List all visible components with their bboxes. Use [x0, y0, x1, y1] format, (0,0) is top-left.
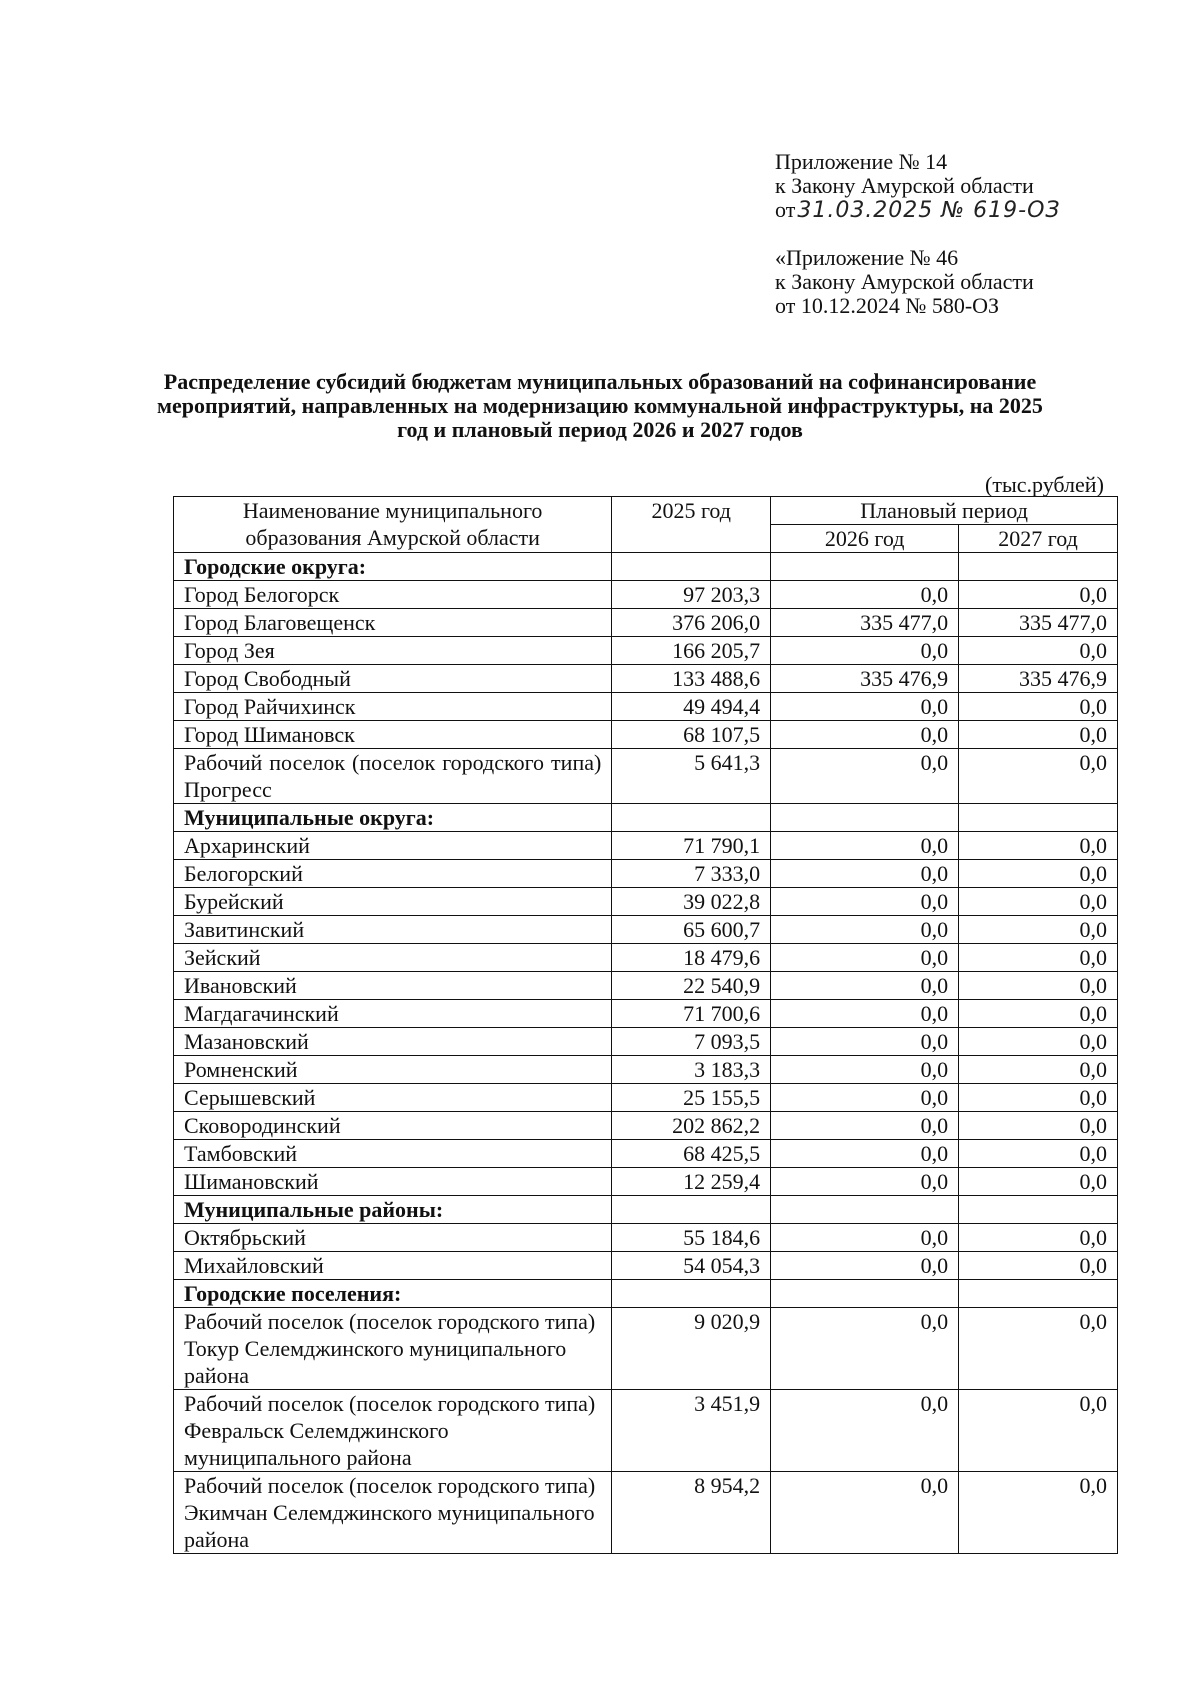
value-2027: 0,0	[959, 860, 1118, 888]
value-2025: 3 183,3	[612, 1056, 771, 1084]
table-row	[174, 721, 1118, 749]
value-2026: 0,0	[771, 972, 959, 1000]
value-2027: 0,0	[959, 721, 1118, 749]
value-2026: 0,0	[771, 916, 959, 944]
value-2027: 0,0	[959, 972, 1118, 1000]
value-2025: 54 054,3	[612, 1252, 771, 1280]
value-2026: 0,0	[771, 1112, 959, 1140]
value-2025: 7 333,0	[612, 860, 771, 888]
original-appendix-header	[775, 246, 1034, 318]
municipality-name: Город Зея	[174, 637, 612, 665]
value-2027: 0,0	[959, 1308, 1118, 1390]
value-2026: 335 476,9	[771, 665, 959, 693]
value-2026	[771, 553, 959, 581]
value-2027: 0,0	[959, 1252, 1118, 1280]
value-2027: 0,0	[959, 581, 1118, 609]
value-2027: 0,0	[959, 749, 1118, 804]
value-2027: 0,0	[959, 1056, 1118, 1084]
value-2027: 335 476,9	[959, 665, 1118, 693]
appendix-date-line	[775, 198, 1061, 223]
municipality-name: Белогорский	[174, 860, 612, 888]
table-group-row	[174, 1196, 1118, 1224]
municipality-name: Город Белогорск	[174, 581, 612, 609]
group-heading: Муниципальные округа:	[174, 804, 612, 832]
header-2027: 2027 год	[959, 525, 1118, 553]
value-2027: 0,0	[959, 637, 1118, 665]
value-2027: 0,0	[959, 1224, 1118, 1252]
value-2025: 7 093,5	[612, 1028, 771, 1056]
municipality-name: Бурейский	[174, 888, 612, 916]
table-group-row	[174, 1280, 1118, 1308]
value-2025: 71 700,6	[612, 1000, 771, 1028]
value-2025: 39 022,8	[612, 888, 771, 916]
municipality-name: Зейский	[174, 944, 612, 972]
group-heading: Городские округа:	[174, 553, 612, 581]
value-2025: 9 020,9	[612, 1308, 771, 1390]
municipality-name: Октябрьский	[174, 1224, 612, 1252]
table-row	[174, 972, 1118, 1000]
table-row	[174, 609, 1118, 637]
value-2026: 0,0	[771, 1084, 959, 1112]
value-2027: 0,0	[959, 1112, 1118, 1140]
table-group-row	[174, 804, 1118, 832]
value-2027	[959, 1280, 1118, 1308]
table-row	[174, 888, 1118, 916]
table-body	[174, 553, 1118, 1554]
value-2027: 0,0	[959, 944, 1118, 972]
value-2027	[959, 1196, 1118, 1224]
value-2025: 12 259,4	[612, 1168, 771, 1196]
table-row	[174, 1308, 1118, 1390]
value-2026: 0,0	[771, 888, 959, 916]
table-row	[174, 665, 1118, 693]
value-2026: 0,0	[771, 1252, 959, 1280]
value-2026	[771, 1280, 959, 1308]
value-2026: 0,0	[771, 832, 959, 860]
municipality-name: Рабочий поселок (поселок городского типа) Токур Селемджинского муниципального района	[174, 1308, 612, 1390]
value-2025: 166 205,7	[612, 637, 771, 665]
value-2027: 0,0	[959, 1472, 1118, 1554]
municipality-name: Серышевский	[174, 1084, 612, 1112]
value-2026: 0,0	[771, 693, 959, 721]
value-2027: 0,0	[959, 1028, 1118, 1056]
value-2025: 49 494,4	[612, 693, 771, 721]
value-2026: 0,0	[771, 749, 959, 804]
value-2026: 0,0	[771, 1224, 959, 1252]
value-2025: 3 451,9	[612, 1390, 771, 1472]
table-row	[174, 749, 1118, 804]
original-appendix-number: «Приложение № 46	[775, 245, 959, 270]
table-row	[174, 860, 1118, 888]
table-row	[174, 832, 1118, 860]
value-2025	[612, 1196, 771, 1224]
handwritten-date-number: 31.03.2025 № 619-ОЗ	[797, 198, 1061, 223]
header-2026: 2026 год	[771, 525, 959, 553]
value-2026: 0,0	[771, 1390, 959, 1472]
table-row	[174, 693, 1118, 721]
table-row	[174, 1472, 1118, 1554]
value-2025	[612, 553, 771, 581]
header-2025: 2025 год	[612, 497, 771, 553]
value-2026	[771, 804, 959, 832]
value-2025	[612, 804, 771, 832]
value-2025: 25 155,5	[612, 1084, 771, 1112]
subsidy-table	[173, 496, 1118, 1554]
value-2026: 0,0	[771, 944, 959, 972]
value-2027	[959, 553, 1118, 581]
units-label: (тыс.рублей)	[985, 472, 1104, 497]
table-row	[174, 1112, 1118, 1140]
value-2025: 202 862,2	[612, 1112, 771, 1140]
value-2025: 5 641,3	[612, 749, 771, 804]
value-2027: 0,0	[959, 1000, 1118, 1028]
value-2025: 97 203,3	[612, 581, 771, 609]
table-row	[174, 1168, 1118, 1196]
value-2027: 0,0	[959, 1390, 1118, 1472]
value-2025	[612, 1280, 771, 1308]
appendix-law: к Закону Амурской области	[775, 173, 1034, 198]
value-2026: 0,0	[771, 637, 959, 665]
appendix-header	[775, 150, 1061, 223]
value-2027: 0,0	[959, 888, 1118, 916]
table-header-row	[174, 497, 1118, 525]
table-row	[174, 944, 1118, 972]
group-heading: Городские поселения:	[174, 1280, 612, 1308]
document-title: Распределение субсидий бюджетам муниципальных образований на софинансирование мероприятий, направленных на модернизацию коммунальной инфраструктуры, на 2025 год и плановый период 2026 и 2027 годов	[157, 369, 1043, 442]
appendix-number: Приложение № 14	[775, 149, 948, 174]
value-2027	[959, 804, 1118, 832]
value-2025: 71 790,1	[612, 832, 771, 860]
municipality-name: Михайловский	[174, 1252, 612, 1280]
municipality-name: Город Благовещенск	[174, 609, 612, 637]
value-2026: 0,0	[771, 581, 959, 609]
original-appendix-date: от 10.12.2024 № 580-ОЗ	[775, 293, 1000, 318]
municipality-name: Завитинский	[174, 916, 612, 944]
table-row	[174, 1056, 1118, 1084]
value-2026: 335 477,0	[771, 609, 959, 637]
value-2026: 0,0	[771, 1000, 959, 1028]
table-row	[174, 1390, 1118, 1472]
value-2027: 335 477,0	[959, 609, 1118, 637]
table-row	[174, 581, 1118, 609]
table-row	[174, 1000, 1118, 1028]
municipality-name: Тамбовский	[174, 1140, 612, 1168]
value-2025: 68 425,5	[612, 1140, 771, 1168]
table-row	[174, 1140, 1118, 1168]
municipality-name: Архаринский	[174, 832, 612, 860]
value-2026: 0,0	[771, 1028, 959, 1056]
value-2025: 68 107,5	[612, 721, 771, 749]
value-2027: 0,0	[959, 1168, 1118, 1196]
value-2027: 0,0	[959, 693, 1118, 721]
table-row	[174, 1252, 1118, 1280]
value-2027: 0,0	[959, 1084, 1118, 1112]
municipality-name: Мазановский	[174, 1028, 612, 1056]
value-2025: 55 184,6	[612, 1224, 771, 1252]
appendix-date-prefix: от	[775, 197, 796, 222]
header-planned-period: Плановый период	[771, 497, 1118, 525]
value-2025: 65 600,7	[612, 916, 771, 944]
municipality-name: Магдагачинский	[174, 1000, 612, 1028]
value-2026: 0,0	[771, 1168, 959, 1196]
original-appendix-law: к Закону Амурской области	[775, 269, 1034, 294]
header-name: Наименование муниципального образования Амурской области	[174, 497, 612, 553]
table-row	[174, 1084, 1118, 1112]
table-row	[174, 1028, 1118, 1056]
municipality-name: Ивановский	[174, 972, 612, 1000]
table-row	[174, 637, 1118, 665]
municipality-name: Город Райчихинск	[174, 693, 612, 721]
value-2025: 18 479,6	[612, 944, 771, 972]
value-2027: 0,0	[959, 916, 1118, 944]
value-2025: 22 540,9	[612, 972, 771, 1000]
municipality-name: Шимановский	[174, 1168, 612, 1196]
municipality-name: Город Шимановск	[174, 721, 612, 749]
table-group-row	[174, 553, 1118, 581]
value-2026: 0,0	[771, 1472, 959, 1554]
value-2027: 0,0	[959, 832, 1118, 860]
municipality-name: Город Свободный	[174, 665, 612, 693]
value-2026: 0,0	[771, 1308, 959, 1390]
value-2025: 376 206,0	[612, 609, 771, 637]
value-2026: 0,0	[771, 1056, 959, 1084]
municipality-name: Ромненский	[174, 1056, 612, 1084]
value-2027: 0,0	[959, 1140, 1118, 1168]
municipality-name: Рабочий поселок (поселок городского типа) Февральск Селемджинского муниципального района	[174, 1390, 612, 1472]
value-2025: 133 488,6	[612, 665, 771, 693]
value-2026: 0,0	[771, 860, 959, 888]
group-heading: Муниципальные районы:	[174, 1196, 612, 1224]
value-2025: 8 954,2	[612, 1472, 771, 1554]
value-2026: 0,0	[771, 721, 959, 749]
table-row	[174, 916, 1118, 944]
municipality-name: Рабочий поселок (поселок городского типа) Экимчан Селемджинского муниципального района	[174, 1472, 612, 1554]
table-row	[174, 1224, 1118, 1252]
municipality-name: Сковородинский	[174, 1112, 612, 1140]
value-2026: 0,0	[771, 1140, 959, 1168]
municipality-name: Рабочий поселок (поселок городского типа) Прогресс	[174, 749, 612, 804]
value-2026	[771, 1196, 959, 1224]
